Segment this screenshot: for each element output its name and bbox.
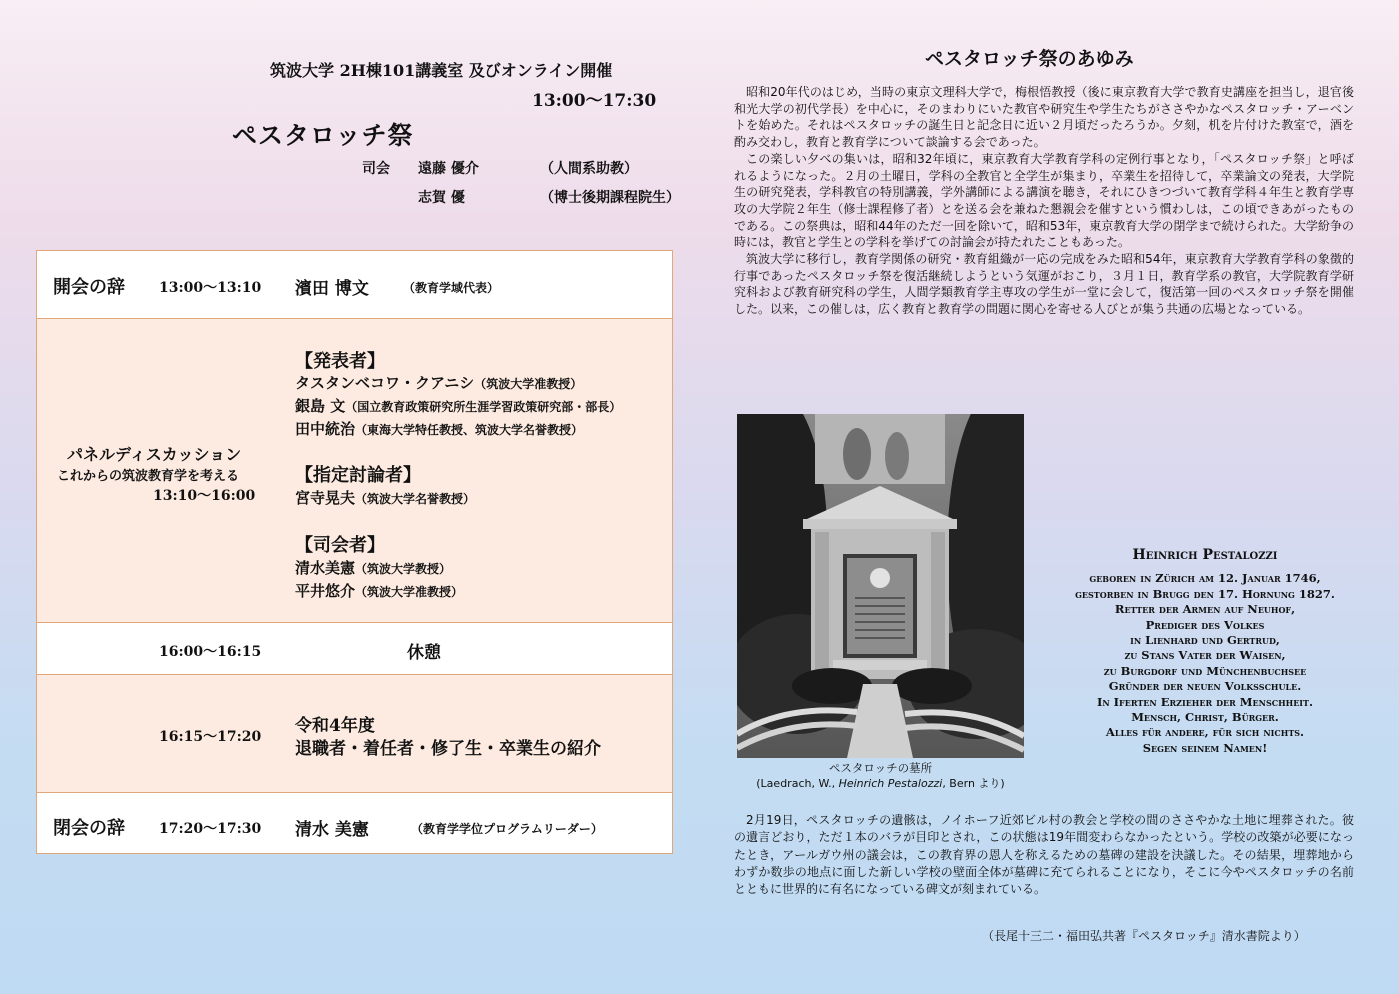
opening-time: 13:00〜13:10 xyxy=(159,280,262,296)
panel-subtitle: これからの筑波教育学を考える xyxy=(57,469,240,484)
inscription-line: gestorben in Brugg den 17. Hornung 1827. xyxy=(1075,586,1335,601)
break-label: 休憩 xyxy=(407,643,441,663)
program-row-closing xyxy=(37,793,672,855)
program-table xyxy=(36,250,673,854)
chairs-heading: 【司会者】 xyxy=(295,535,385,556)
opening-speaker-role: （教育学域代表） xyxy=(403,281,500,295)
inscription-line: in Lienhard und Gertrud, xyxy=(1130,633,1280,648)
mc2-name: 志賀 優 xyxy=(418,190,465,206)
presenter-item: タスタンベコワ・クアニシ（筑波大学准教授） xyxy=(295,374,583,392)
program-row-break xyxy=(37,623,672,675)
presenter-item: 田中統治（東海大学特任教授、筑波大学名誉教授） xyxy=(295,420,584,438)
photo-credit: (Laedrach, W., Heinrich Pestalozzi, Bern より) xyxy=(756,777,1005,790)
program-row-opening xyxy=(37,251,672,319)
presenter-item: 銀島 文（国立教育政策研究所生涯学習政策研究部・部長） xyxy=(295,397,622,415)
tomb-photo xyxy=(737,414,1024,758)
history-paragraph: 筑波大学に移行し，教育学関係の研究・教育組織が一応の完成をみた昭和54年，東京教育大学教育学科の象徴的行事であったペスタロッチ祭を復活継続しようという気運がおこり，３月１日，教育学系の教官，大学院教育学研究科および教育研究科の学生，人間学類教育学主専攻の学生が一堂に会して，復活第一回のペスタロッチ祭を開催した。以来，この催しは，広く教育と教育学の問題に関心を寄せる人びとが集う共通の広場となっている。 xyxy=(734,252,1354,317)
photo-caption xyxy=(737,760,1024,792)
tomb-inscription xyxy=(1055,548,1355,756)
inscription-line: In Iferten Erzieher der Menschheit. xyxy=(1096,694,1313,709)
chair-item: 平井悠介（筑波大学准教授） xyxy=(295,582,464,600)
panel-time: 13:10〜16:00 xyxy=(153,488,256,504)
break-time: 16:00〜16:15 xyxy=(159,644,262,660)
tomb-illustration xyxy=(737,414,1024,758)
history-text xyxy=(734,84,1354,318)
presenters-heading: 【発表者】 xyxy=(295,351,385,372)
inscription-line: Segen seinem Namen! xyxy=(1142,740,1268,755)
intro-line1: 令和4年度 xyxy=(295,716,375,736)
inscription-line: Alles für andere, für sich nichts. xyxy=(1105,725,1305,740)
closing-speaker: 清水 美憲 xyxy=(295,820,369,840)
inscription-line: geboren in Zürich am 12. Januar 1746, xyxy=(1089,571,1321,586)
closing-label: 閉会の辞 xyxy=(53,818,125,839)
burial-paragraph: 2月19日，ペスタロッチの遺骸は，ノイホーフ近郊ビル村の教会と学校の間のささやかな土地に埋葬された。彼の遺言どおり，ただ１本のバラが目印とされ，この状態は19年間変わらなかったという。学校の改築が必要になったとき，アールガウ州の議会は，この教育界の恩人を称えるための墓碑の建設を決議した。その結果，埋葬地からわずか数歩の地点に面した新しい学校の壁面全体が墓碑に充てられることになり，そこに今やペスタロッチの名前とともに世界的に有名になっている碑文が刻まれている。 xyxy=(734,813,1354,897)
mc-label: 司会 xyxy=(362,161,390,177)
history-paragraph: 昭和20年代のはじめ，当時の東京文理科大学で，梅根悟教授（後に東京教育大学で教育史講座を担当し，退官後和光大学の初代学長）を中心に，そのまわりにいた教官や研究生や学生たちがささやかなペスタロッチ・アーベントを始めた。それはペスタロッチの誕生日と記念日に近い２月頃だったろうか。夕刻，机を片付けた教室で，酒を酌み交わし，教育と教育学について談論する会であった。 xyxy=(734,85,1354,150)
inscription-line: Gründer der neuen Volksschule. xyxy=(1108,679,1302,694)
inscription-line: Retter der Armen auf Neuhof, xyxy=(1114,602,1296,617)
venue-text: 筑波大学 2H棟101講義室 及びオンライン開催 xyxy=(270,61,613,80)
panel-title: パネルディスカッション xyxy=(67,445,242,464)
inscription-heading: Heinrich Pestalozzi xyxy=(1132,547,1278,563)
burial-text xyxy=(734,812,1354,898)
event-time: 13:00〜17:30 xyxy=(532,91,657,111)
intro-time: 16:15〜17:20 xyxy=(159,729,262,745)
program-row-intro xyxy=(37,675,672,793)
inscription-line: Prediger des Volkes xyxy=(1145,617,1265,632)
intro-line2: 退職者・着任者・修了生・卒業生の紹介 xyxy=(295,739,601,759)
chair-item: 清水美憲（筑波大学教授） xyxy=(295,559,452,577)
photo-caption-title: ペスタロッチの墓所 xyxy=(828,761,933,775)
closing-speaker-role: （教育学学位プログラムリーダー） xyxy=(411,822,603,836)
program-row-panel xyxy=(37,319,672,623)
inscription-line: Mensch, Christ, Bürger. xyxy=(1131,710,1279,725)
page-title: ペスタロッチ祭 xyxy=(232,121,414,150)
source-citation: （長尾十三二・福田弘共著『ペスタロッチ』清水書院より） xyxy=(982,929,1306,943)
inscription-line: zu Stans Vater der Waisen, xyxy=(1124,648,1286,663)
history-title: ペスタロッチ祭のあゆみ xyxy=(925,48,1134,70)
mc1-name: 遠藤 優介 xyxy=(418,161,479,177)
inscription-line: zu Burgdorf und Münchenbuchsee xyxy=(1103,663,1307,678)
discussants-heading: 【指定討論者】 xyxy=(295,465,421,486)
opening-label: 開会の辞 xyxy=(53,277,125,298)
opening-speaker: 濱田 博文 xyxy=(295,279,369,299)
history-paragraph: この楽しい夕べの集いは，昭和32年頃に，東京教育大学教育学科の定例行事となり，「ペスタロッチ祭」と呼ばれるようになった。２月の土曜日，学科の全教官と全学生が集まり，卒業生を招待して，卒業論文の発表，大学院生の研究発表，学科教官の特別講義，学外講師による講演を聴き，それにひきつづいて教育学科４年生と教育学専攻の大学院２年生（修士課程修了者）とを送る会を兼ねた懇親会を催すという慣わしは，この頃できあがったものである。この祭典は，昭和44年のただ一回を除いて，昭和53年，東京教育大学の閉学まで続けられた。大学紛争の時には，教官と学生との学科を挙げての討論会が持たれたこともあった。 xyxy=(734,151,1354,250)
discussant-item: 宮寺晃夫（筑波大学名誉教授） xyxy=(295,489,476,507)
mc2-role: （博士後期課程院生） xyxy=(540,190,680,206)
mc1-role: （人間系助教） xyxy=(540,161,638,177)
closing-time: 17:20〜17:30 xyxy=(159,821,262,837)
